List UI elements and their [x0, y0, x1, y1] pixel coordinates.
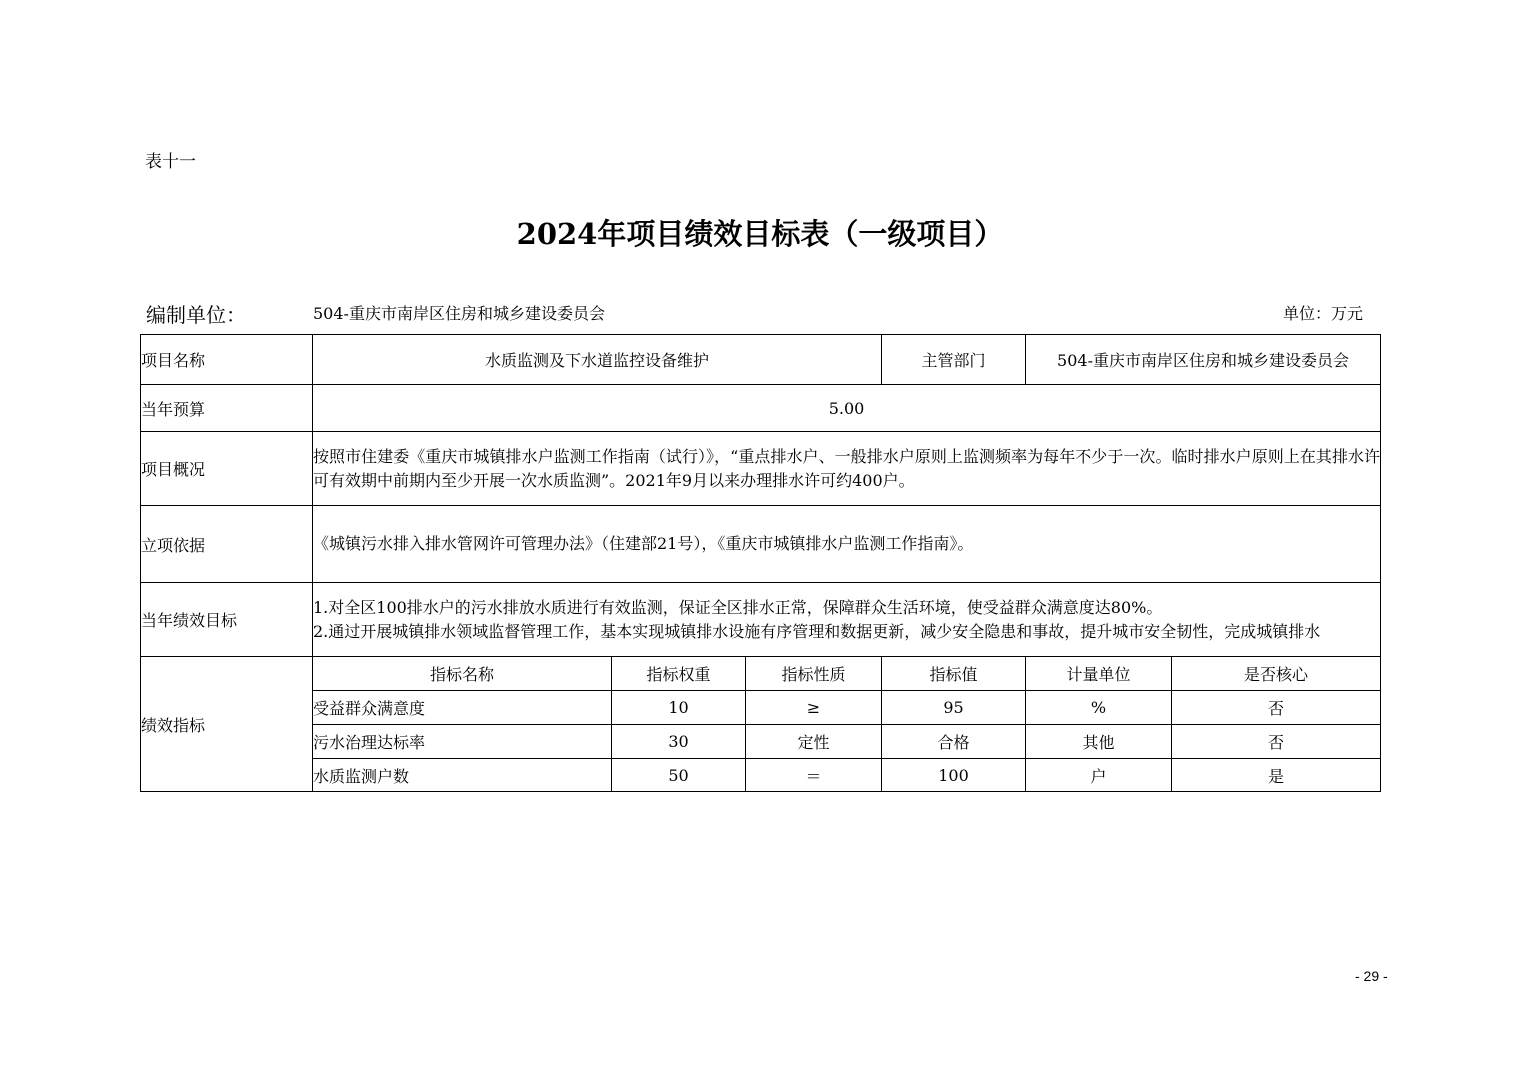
department-value: 504-重庆市南岸区住房和城乡建设委员会	[1026, 335, 1381, 385]
indicators-label: 绩效指标	[141, 657, 313, 792]
project-name-row	[141, 335, 1381, 385]
basis-row	[141, 506, 1381, 583]
compiling-unit-value: 504-重庆市南岸区住房和城乡建设委员会	[313, 304, 605, 323]
table-row	[141, 725, 1381, 759]
indicator-name: 污水治理达标率	[313, 725, 612, 759]
table-number-label: 表十一	[145, 152, 196, 172]
overview-value: 按照市住建委《重庆市城镇排水户监测工作指南（试行）》，“重点排水户、一般排水户原则上监测频率为每年不少于一次。临时排水户原则上在其排水许可有效期中前期内至少开展一次水质监测”。2021年9月以来办理排水许可约400户。	[313, 432, 1381, 506]
basis-value: 《城镇污水排入排水管网许可管理办法》（住建部21号），《重庆市城镇排水户监测工作指南》。	[313, 506, 1381, 583]
goal-row	[141, 583, 1381, 657]
indicator-name: 水质监测户数	[313, 759, 612, 792]
column-header: 指标性质	[746, 657, 882, 691]
performance-target-table	[140, 334, 1381, 792]
overview-row	[141, 432, 1381, 506]
overview-label: 项目概况	[141, 432, 313, 506]
indicator-value: 95	[882, 691, 1026, 725]
department-label: 主管部门	[882, 335, 1026, 385]
indicator-value: 合格	[882, 725, 1026, 759]
goal-line-2: 2.通过开展城镇排水领域监督管理工作，基本实现城镇排水设施有序管理和数据更新，减少安全隐患和事故，提升城市安全韧性，完成城镇排水	[313, 621, 1321, 641]
goal-line-1: 1.对全区100排水户的污水排放水质进行有效监测，保证全区排水正常，保障群众生活环境，使受益群众满意度达80%。	[313, 597, 1163, 617]
column-header: 指标权重	[612, 657, 746, 691]
indicator-unit: 其他	[1026, 725, 1172, 759]
indicator-core: 是	[1172, 759, 1381, 792]
indicator-weight: 30	[612, 725, 746, 759]
indicator-nature: ＝	[746, 759, 882, 792]
goal-value	[313, 583, 1381, 657]
column-header: 指标值	[882, 657, 1026, 691]
money-unit-label: 单位：万元	[1283, 304, 1364, 323]
indicator-nature: 定性	[746, 725, 882, 759]
indicator-header-row	[141, 657, 1381, 691]
indicator-unit: %	[1026, 691, 1172, 725]
budget-label: 当年预算	[141, 385, 313, 432]
indicator-core: 否	[1172, 725, 1381, 759]
page-title: 2024年项目绩效目标表（一级项目）	[516, 217, 1004, 251]
indicator-nature: ≥	[746, 691, 882, 725]
budget-value: 5.00	[313, 385, 1381, 432]
basis-label: 立项依据	[141, 506, 313, 583]
indicator-weight: 50	[612, 759, 746, 792]
table-row	[141, 691, 1381, 725]
table-row	[141, 759, 1381, 792]
column-header: 指标名称	[313, 657, 612, 691]
column-header: 计量单位	[1026, 657, 1172, 691]
compiling-unit-label: 编制单位：	[146, 303, 246, 327]
goal-label: 当年绩效目标	[141, 583, 313, 657]
indicator-unit: 户	[1026, 759, 1172, 792]
indicator-weight: 10	[612, 691, 746, 725]
indicator-value: 100	[882, 759, 1026, 792]
project-name-label: 项目名称	[141, 335, 313, 385]
project-name-value: 水质监测及下水道监控设备维护	[313, 335, 882, 385]
indicator-core: 否	[1172, 691, 1381, 725]
page-number: - 29 -	[1355, 968, 1388, 984]
indicator-name: 受益群众满意度	[313, 691, 612, 725]
column-header: 是否核心	[1172, 657, 1381, 691]
budget-row	[141, 385, 1381, 432]
